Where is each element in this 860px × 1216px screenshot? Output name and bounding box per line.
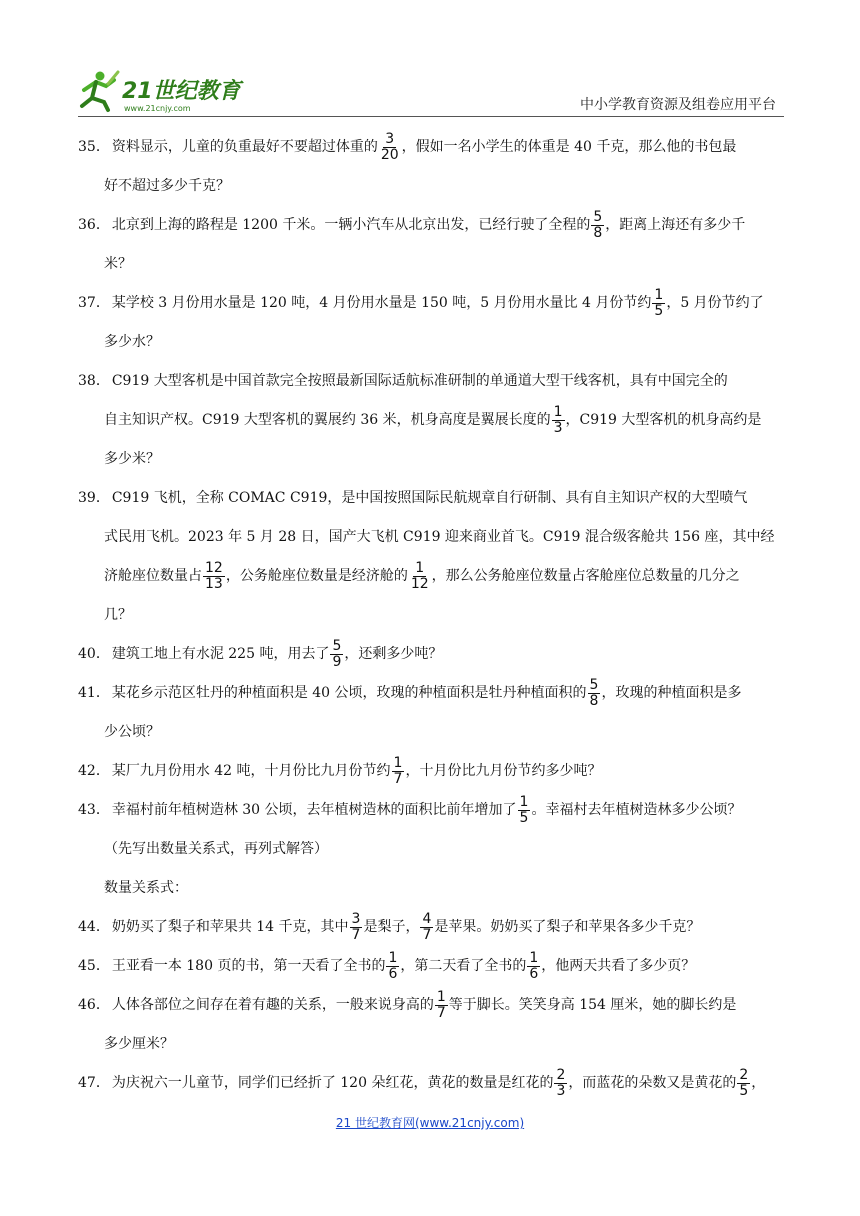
question-43: 43． 幸福村前年植树造林 30 公顷，去年植树造林的面积比前年增加了 $\frac{1}{5}$ 。幸福村去年植树造林多少公顷？ （先写出数量关系式，再列式解答） 数量关系式： xyxy=(78,793,742,896)
question-list xyxy=(78,128,784,1103)
fraction: $\frac{1}{12}$ xyxy=(410,559,429,592)
question-36: 36． 北京到上海的路程是 1200 千米。一辆小汽车从北京出发，已经行驶了全程的 $\frac{5}{8}$ ，距离上海还有多少千 米？ xyxy=(78,208,746,272)
fraction: $\frac{4}{7}$ xyxy=(422,910,432,943)
svg-text:21世纪教育: 21世纪教育 xyxy=(122,79,241,104)
fraction: $\frac{12}{13}$ xyxy=(205,559,223,592)
fraction: $\frac{5}{9}$ xyxy=(332,637,342,670)
header-divider xyxy=(78,116,784,117)
question-41: 41． 某花乡示范区牡丹的种植面积是 40 公顷，玫瑰的种植面积是牡丹种植面积的 $\frac{5}{8}$ ，玫瑰的种植面积是多 少公顷？ xyxy=(78,676,742,740)
21cnjy-logo xyxy=(78,68,258,114)
question-39: 39． C919 飞机，全称 COMAC C919，是中国按照国际民航规章自行研制、具有自主知识产权的大型喷气 式民用飞机。2023 年 5 月 28 日，国产大飞机 C919 迎来商业首飞。C919 混合级客舱共 156 座，其中经 济舱座位数量占 $\frac{12}{13}$ ，公务舱座位数量是经济舱的 $\frac{1}{12}$ ，那么公务舱座位数量占客舱座位总数量的几分之 几？ xyxy=(78,490,775,623)
question-42: 42． 某厂九月份用水 42 吨，十月份比九月份节约 $\frac{1}{7}$ ，十月份比九月份节约多少吨？ xyxy=(78,754,602,787)
question-37: 37． 某学校 3 月份用水量是 120 吨，4 月份用水量是 150 吨，5 月份用水量比 4 月份节约 $\frac{1}{5}$ ，5 月份节约了 多少水？ xyxy=(78,286,764,350)
question-47: 47． 为庆祝六一儿童节，同学们已经折了 120 朵红花，黄花的数量是红花的 $\frac{2}{3}$ ，而蓝花的朵数又是黄花的 $\frac{2}{5}$ ， xyxy=(78,1066,766,1099)
question-38: 38． C919 大型客机是中国首款完全按照最新国际适航标准研制的单通道大型干线客机，具有中国完全的 自主知识产权。C919 大型客机的翼展约 36 米，机身高度是翼展长度的 $\frac{1}{3}$ ，C919 大型客机的机身高约是 多少米？ xyxy=(78,373,762,467)
fraction: $\frac{1}{7}$ xyxy=(393,754,403,787)
fraction: $\frac{1}{5}$ xyxy=(519,793,529,826)
svg-text:www.21cnjy.com: www.21cnjy.com xyxy=(124,104,191,113)
fraction: $\frac{1}{6}$ xyxy=(529,949,539,982)
question-40: 40． 建筑工地上有水泥 225 吨，用去了 $\frac{5}{9}$ ，还剩多少吨？ xyxy=(78,637,443,670)
page-header xyxy=(78,62,784,118)
fraction: $\frac{2}{3}$ xyxy=(556,1066,566,1099)
platform-title: 中小学教育资源及组卷应用平台 xyxy=(580,97,776,113)
fraction: $\frac{3}{7}$ xyxy=(351,910,361,943)
fraction: $\frac{1}{7}$ xyxy=(436,988,446,1021)
footer-link[interactable]: 21 世纪教育网(www.21cnjy.com) xyxy=(335,1116,525,1130)
fraction: $\frac{1}{6}$ xyxy=(388,949,398,982)
fraction: $\frac{1}{3}$ xyxy=(553,403,563,436)
question-46: 46． 人体各部位之间存在着有趣的关系，一般来说身高的 $\frac{1}{7}$ 等于脚长。笑笑身高 154 厘米，她的脚长约是 多少厘米？ xyxy=(78,988,737,1052)
question-45: 45． 王亚看一本 180 页的书，第一天看了全书的 $\frac{1}{6}$ ，第二天看了全书的 $\frac{1}{6}$ ，他两天共看了多少页？ xyxy=(78,949,696,982)
fraction: $\frac{2}{5}$ xyxy=(739,1066,749,1099)
question-35: 35． 资料显示，儿童的负重最好不要超过体重的 $\frac{3}{20}$ ，假如一名小学生的体重是 40 千克，那么他的书包最 好不超过多少千克？ xyxy=(78,130,737,194)
fraction: $\frac{5}{8}$ xyxy=(593,208,603,241)
fraction: $\frac{3}{20}$ xyxy=(380,130,399,163)
fraction: $\frac{1}{5}$ xyxy=(654,286,664,319)
page-footer xyxy=(0,1114,860,1131)
question-44: 44． 奶奶买了梨子和苹果共 14 千克，其中 $\frac{3}{7}$ 是梨子， $\frac{4}{7}$ 是苹果。奶奶买了梨子和苹果各多少千克？ xyxy=(78,910,701,943)
fraction: $\frac{5}{8}$ xyxy=(589,676,599,709)
